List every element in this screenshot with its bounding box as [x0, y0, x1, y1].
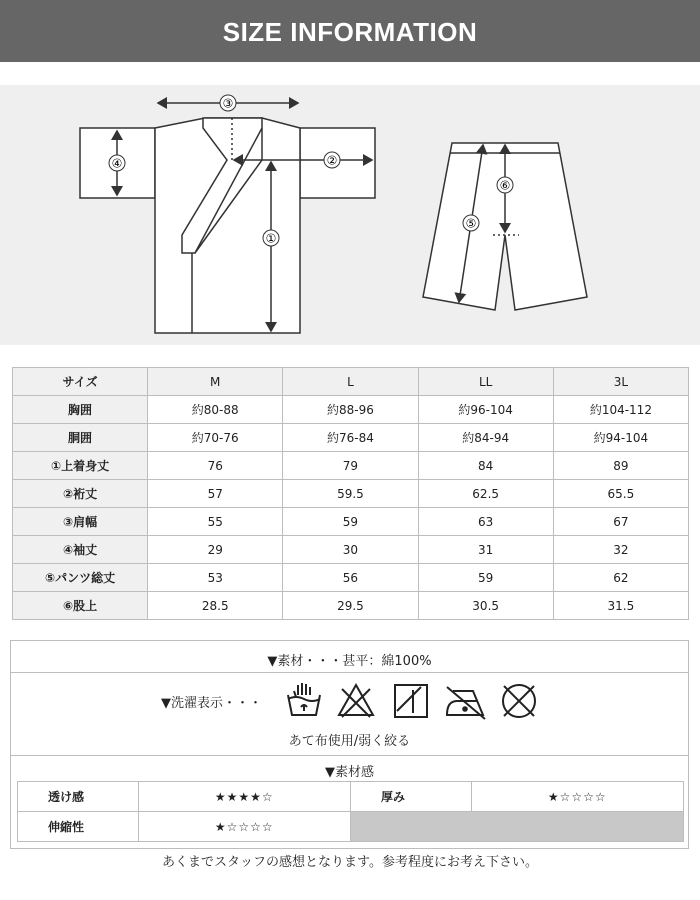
- size-value: 28.5: [148, 592, 283, 620]
- table-row: [13, 424, 689, 452]
- row-label: ④袖丈: [13, 536, 148, 564]
- wash-note: あて布使用/弱く絞る: [288, 734, 411, 749]
- feel-rating: ★★★★☆: [138, 782, 350, 812]
- size-value: 55: [148, 508, 283, 536]
- size-value: 79: [283, 452, 418, 480]
- row-label: ①上着身丈: [13, 452, 148, 480]
- feel-table: [17, 781, 684, 842]
- garment-diagram: [0, 85, 700, 345]
- size-value: 56: [283, 564, 418, 592]
- no-bleach-icon: [336, 681, 376, 725]
- table-row: [13, 536, 689, 564]
- divider: [11, 755, 688, 756]
- size-value: 53: [148, 564, 283, 592]
- size-value: 89: [553, 452, 688, 480]
- size-value: 約94-104: [553, 424, 688, 452]
- header-bar: [0, 0, 700, 62]
- size-value: 65.5: [553, 480, 688, 508]
- size-table: [12, 367, 689, 620]
- hand-wash-icon: [284, 681, 324, 725]
- table-row: [13, 592, 689, 620]
- marker-1: ①: [265, 231, 277, 246]
- size-value: 31: [418, 536, 553, 564]
- size-value: 62: [553, 564, 688, 592]
- row-label: 胸囲: [13, 396, 148, 424]
- feel-label: 厚み: [350, 782, 471, 812]
- size-value: 32: [553, 536, 688, 564]
- marker-2: ②: [326, 153, 338, 168]
- size-value: 59.5: [283, 480, 418, 508]
- feel-rating: ★☆☆☆☆: [471, 782, 683, 812]
- material-line: ▼素材・・・甚平：綿100%: [267, 654, 432, 669]
- table-row: [13, 564, 689, 592]
- low-iron-icon: [443, 681, 489, 725]
- column-header: M: [148, 368, 283, 396]
- feel-label: 透け感: [18, 782, 139, 812]
- size-value: 31.5: [553, 592, 688, 620]
- marker-6: ⑥: [499, 178, 511, 193]
- care-panel: [10, 640, 689, 849]
- size-value: 約88-96: [283, 396, 418, 424]
- size-value: 30.5: [418, 592, 553, 620]
- marker-3: ③: [222, 96, 234, 111]
- size-value: 59: [283, 508, 418, 536]
- column-header: 3L: [553, 368, 688, 396]
- table-row: [13, 396, 689, 424]
- size-value: 57: [148, 480, 283, 508]
- size-value: 30: [283, 536, 418, 564]
- marker-5: ⑤: [465, 216, 477, 231]
- size-value: 約96-104: [418, 396, 553, 424]
- size-table-header: [13, 368, 689, 396]
- size-value: 約84-94: [418, 424, 553, 452]
- garment-svg: [0, 85, 700, 345]
- row-label: ③肩幅: [13, 508, 148, 536]
- size-value: 約70-76: [148, 424, 283, 452]
- row-label: ②裄丈: [13, 480, 148, 508]
- size-value: 29: [148, 536, 283, 564]
- table-row: [13, 508, 689, 536]
- no-dry-clean-icon: [499, 681, 539, 725]
- divider: [11, 672, 688, 673]
- column-header: サイズ: [13, 368, 148, 396]
- feel-title: ▼素材感: [325, 765, 374, 780]
- size-value: 約76-84: [283, 424, 418, 452]
- drip-dry-icon: [391, 681, 431, 725]
- column-header: L: [283, 368, 418, 396]
- marker-4: ④: [111, 156, 123, 171]
- size-value: 63: [418, 508, 553, 536]
- empty-cell: [350, 812, 683, 842]
- table-row: [13, 452, 689, 480]
- footnote: あくまでスタッフの感想となります。参考程度にお考え下さい。: [162, 855, 538, 870]
- size-value: 62.5: [418, 480, 553, 508]
- feel-rating: ★☆☆☆☆: [138, 812, 350, 842]
- wash-label: ▼洗濯表示・・・: [161, 696, 262, 711]
- size-value: 29.5: [283, 592, 418, 620]
- column-header: LL: [418, 368, 553, 396]
- row-label: 胴囲: [13, 424, 148, 452]
- row-label: ⑤パンツ総丈: [13, 564, 148, 592]
- size-value: 約104-112: [553, 396, 688, 424]
- page-title: SIZE INFORMATION: [222, 17, 478, 47]
- size-value: 76: [148, 452, 283, 480]
- feel-label: 伸縮性: [18, 812, 139, 842]
- table-row: [13, 480, 689, 508]
- size-value: 59: [418, 564, 553, 592]
- size-value: 84: [418, 452, 553, 480]
- row-label: ⑥股上: [13, 592, 148, 620]
- size-value: 67: [553, 508, 688, 536]
- size-value: 約80-88: [148, 396, 283, 424]
